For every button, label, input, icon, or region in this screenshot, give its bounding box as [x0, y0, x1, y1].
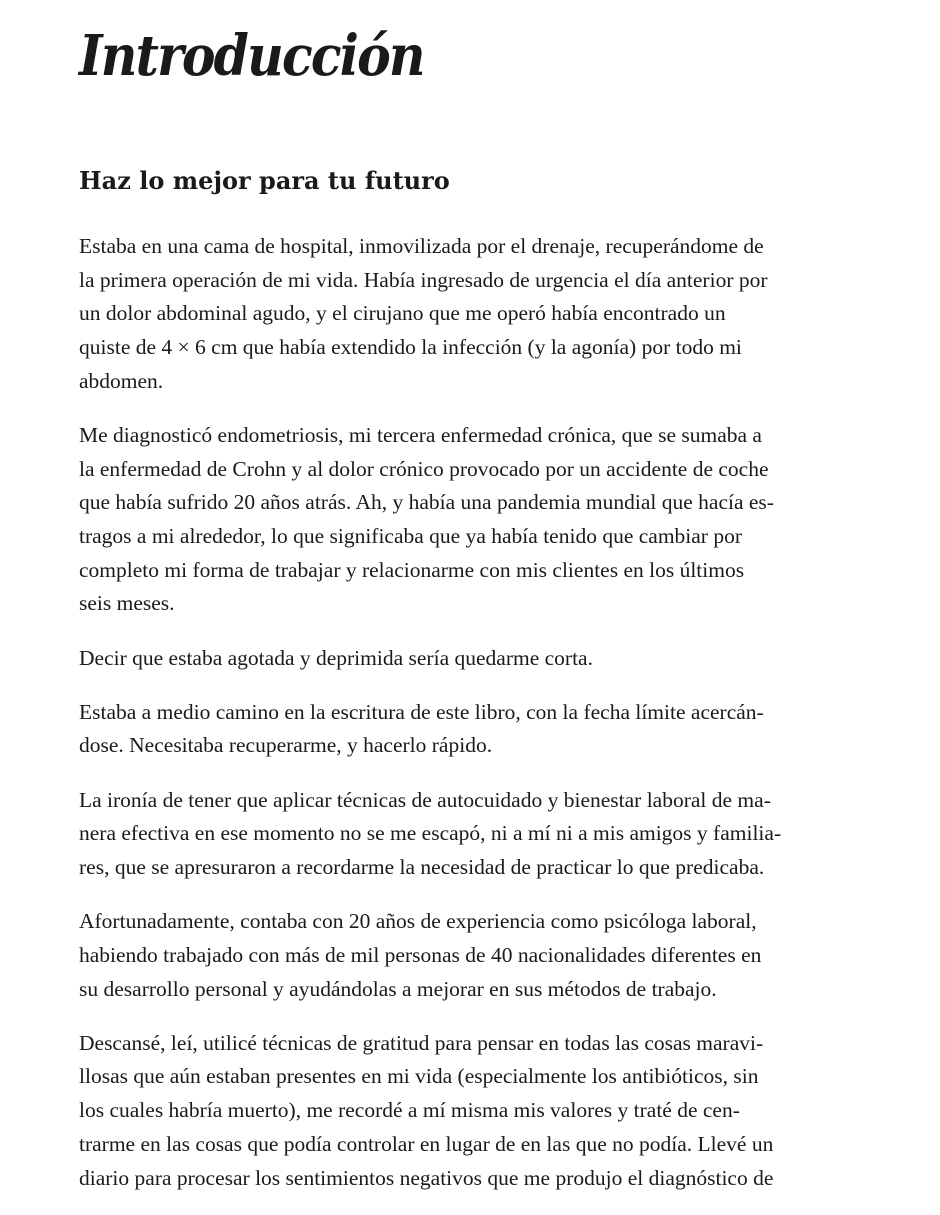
paragraph-line: res, que se apresuraron a recordarme la necesidad de practicar lo que predicaba.: [79, 855, 765, 879]
paragraph-line: Afortunadamente, contaba con 20 años de experiencia como psicóloga laboral,: [79, 909, 757, 934]
paragraph: [79, 784, 879, 885]
paragraph-gap: [79, 675, 879, 696]
paragraph-line: la enfermedad de Crohn y al dolor crónico provocado por un accidente de coche: [79, 456, 769, 481]
paragraph: [79, 419, 879, 621]
paragraph-line: Estaba a medio camino en la escritura de este libro, con la fecha límite acercán-: [79, 699, 764, 724]
paragraph-line: un dolor abdominal agudo, y el cirujano que me operó había encontrado un: [79, 301, 726, 326]
paragraph-line: que había sufrido 20 años atrás. Ah, y había una pandemia mundial que hacía es-: [79, 490, 774, 515]
paragraph: [79, 1027, 879, 1195]
paragraph-line: los cuales habría muerto), me recordé a mí misma mis valores y traté de cen-: [79, 1098, 740, 1123]
paragraph-line: tragos a mi alrededor, lo que significaba que ya había tenido que cambiar por: [79, 524, 743, 548]
paragraph-line: llosas que aún estaban presentes en mi vida (especialmente los antibióticos, sin: [79, 1064, 759, 1089]
paragraph-line: Me diagnosticó endometriosis, mi tercera enfermedad crónica, que se sumaba a: [79, 422, 762, 447]
chapter-title: Introducción: [79, 23, 424, 89]
paragraph-gap: [79, 885, 879, 906]
paragraph-line: nera efectiva en ese momento no se me escapó, ni a mí ni a mis amigos y familia-: [79, 821, 782, 846]
paragraph: [79, 696, 879, 763]
paragraph-line: La ironía de tener que aplicar técnicas de autocuidado y bienestar laboral de ma-: [79, 787, 771, 812]
section-heading: Haz lo mejor para tu futuro: [79, 166, 450, 195]
body-text: [79, 230, 879, 1195]
paragraph-line: Descansé, leí, utilicé técnicas de gratitud para pensar en todas las cosas maravi-: [79, 1030, 764, 1055]
paragraph-gap: [79, 1006, 879, 1027]
paragraph-line: abdomen.: [79, 368, 164, 393]
paragraph-line: completo mi forma de trabajar y relacionarme con mis clientes en los últimos: [79, 557, 745, 582]
paragraph-line: diario para procesar los sentimientos negativos que me produjo el diagnóstico de: [79, 1165, 774, 1190]
paragraph-line: habiendo trabajado con más de mil personas de 40 nacionalidades diferentes en: [79, 942, 762, 967]
paragraph-gap: [79, 621, 879, 642]
paragraph-line: su desarrollo personal y ayudándolas a mejorar en sus métodos de trabajo.: [79, 976, 717, 1001]
paragraph-gap: [79, 398, 879, 419]
paragraph-line: seis meses.: [79, 591, 175, 616]
paragraph-line: la primera operación de mi vida. Había ingresado de urgencia el día anterior por: [79, 267, 768, 292]
paragraph: [79, 905, 879, 1006]
paragraph-line: trarme en las cosas que podía controlar en lugar de en las que no podía. Llevé un: [79, 1131, 774, 1156]
paragraph: [79, 642, 879, 676]
paragraph-line: Estaba en una cama de hospital, inmovilizada por el drenaje, recuperándome de: [79, 234, 764, 258]
paragraph-line: quiste de 4 × 6 cm que había extendido la infección (y la agonía) por todo mi: [79, 335, 742, 360]
paragraph-line: dose. Necesitaba recuperarme, y hacerlo rápido.: [79, 733, 493, 758]
paragraph-line: Decir que estaba agotada y deprimida sería quedarme corta.: [79, 645, 593, 670]
paragraph: [79, 230, 879, 398]
paragraph-gap: [79, 763, 879, 784]
